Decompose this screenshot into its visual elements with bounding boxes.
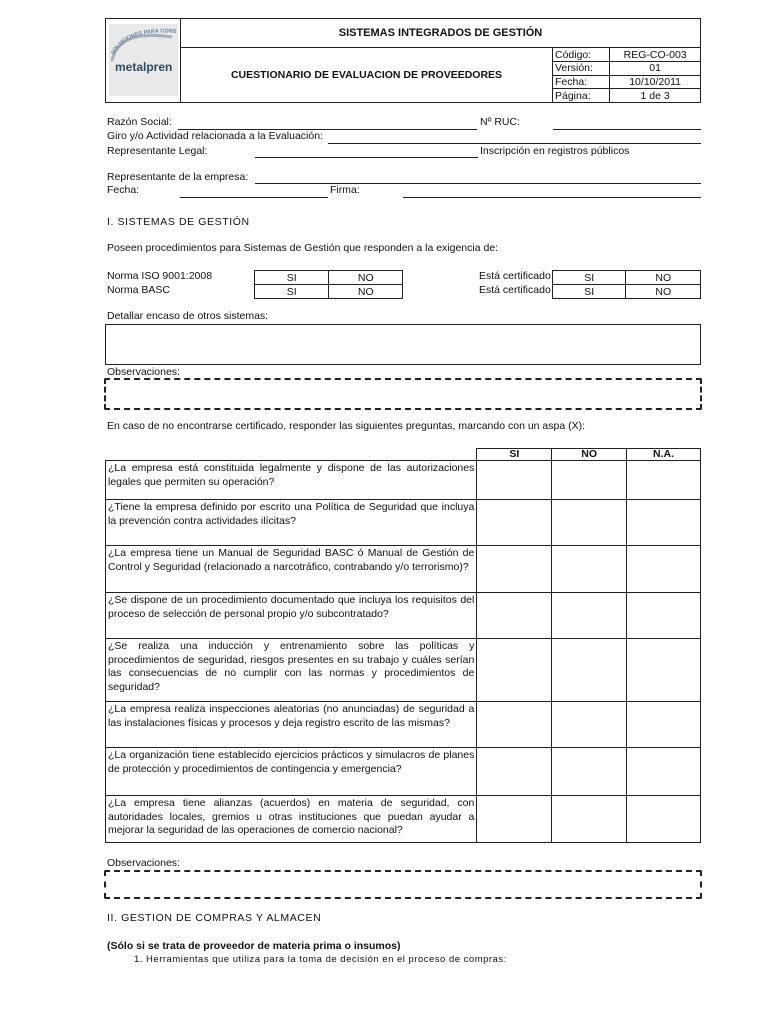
norm-iso-label: Norma ISO 9001:2008 — [107, 270, 213, 282]
meta-label: Fecha: — [553, 75, 610, 89]
certification-table — [552, 270, 701, 299]
observaciones-2-label: Observaciones: — [107, 857, 180, 869]
table-row — [106, 796, 701, 843]
other-systems-label: Detallar encaso de otros sistemas: — [107, 310, 269, 322]
column-header-no: NO — [552, 449, 627, 461]
answer-no-cell[interactable] — [552, 461, 627, 500]
question-text: ¿La empresa tiene alianzas (acuerdos) en materia de seguridad, con autoridades locales, gremios u otras instituciones que puedan ayudar a mejorar la seguridad de las operaciones de comercio nacional? — [106, 796, 477, 843]
answer-no-cell[interactable] — [552, 639, 627, 702]
basc-cert-no-cell[interactable]: NO — [626, 285, 701, 299]
meta-label: Página: — [555, 89, 591, 102]
iso-cert-si-cell[interactable]: SI — [553, 271, 626, 285]
other-systems-field[interactable] — [105, 324, 701, 365]
meta-label: Código: — [553, 48, 610, 62]
answer-si-cell[interactable] — [477, 639, 552, 702]
answer-na-cell[interactable] — [627, 702, 701, 748]
table-row — [106, 702, 701, 748]
answer-no-cell[interactable] — [552, 500, 627, 546]
table-row — [106, 500, 701, 546]
answer-no-cell[interactable] — [552, 796, 627, 843]
iso-cert-no-cell[interactable]: NO — [626, 271, 701, 285]
meta-value: 1 de 3 — [610, 89, 700, 103]
table-row — [106, 593, 701, 639]
answer-na-cell[interactable] — [627, 796, 701, 843]
answer-na-cell[interactable] — [627, 461, 701, 500]
document-header — [105, 18, 701, 103]
answer-na-cell[interactable] — [627, 546, 701, 593]
fecha-label: Fecha: — [107, 184, 140, 196]
question-text: ¿La organización tiene establecido ejercicios prácticos y simulacros de planes de protección y procedimientos de contingencia y emergencia? — [106, 748, 477, 796]
meta-value: REG-CO-003 — [610, 48, 700, 62]
meta-value: 10/10/2011 — [610, 75, 700, 89]
question-header-blank — [106, 449, 477, 461]
questionnaire-table — [105, 448, 701, 843]
razon-social-label: Razón Social: — [107, 116, 172, 128]
table-row — [106, 461, 701, 500]
basc-no-cell[interactable]: NO — [329, 285, 403, 299]
norm-basc-label: Norma BASC — [107, 284, 171, 296]
document-meta — [553, 48, 700, 102]
answer-si-cell[interactable] — [477, 702, 552, 748]
iso-cert-label: Está certificado — [479, 270, 551, 282]
section-2-note: (Sólo si se trata de proveedor de materia prima o insumos) — [107, 940, 401, 952]
representante-legal-label: Representante Legal: — [107, 145, 208, 157]
observaciones-2-field[interactable] — [104, 870, 702, 899]
section-2-title: II. GESTION DE COMPRAS Y ALMACEN — [107, 912, 322, 924]
answer-na-cell[interactable] — [627, 500, 701, 546]
answer-na-cell[interactable] — [627, 639, 701, 702]
basc-cert-si-cell[interactable]: SI — [553, 285, 626, 299]
system-title: SISTEMAS INTEGRADOS DE GESTIÓN — [181, 19, 700, 48]
column-header-si: SI — [477, 449, 552, 461]
question-text: ¿Se dispone de un procedimiento documentado que incluya los requisitos del proceso de selección de personal propio y/o subcontratado? — [106, 593, 477, 639]
instruction-text: En caso de no encontrarse certificado, responder las siguientes preguntas, marcando con un aspa (X): — [107, 420, 586, 432]
answer-si-cell[interactable] — [477, 461, 552, 500]
norm-compliance-table — [254, 270, 403, 299]
answer-no-cell[interactable] — [552, 546, 627, 593]
company-logo — [106, 19, 181, 102]
representante-legal-field[interactable] — [255, 157, 478, 158]
table-row — [106, 639, 701, 702]
giro-label: Giro y/o Actividad relacionada a la Evaluación: — [107, 130, 323, 142]
answer-si-cell[interactable] — [477, 500, 552, 546]
answer-no-cell[interactable] — [552, 748, 627, 796]
iso-si-cell[interactable]: SI — [255, 271, 329, 285]
representante-empresa-field[interactable] — [255, 183, 701, 184]
logo-wordmark: metalpren — [115, 60, 173, 74]
answer-na-cell[interactable] — [627, 748, 701, 796]
section-1-intro: Poseen procedimientos para Sistemas de Gestión que responden a la exigencia de: — [107, 242, 499, 254]
table-row — [106, 546, 701, 593]
firma-label: Firma: — [330, 184, 360, 196]
observaciones-field[interactable] — [104, 378, 702, 410]
iso-no-cell[interactable]: NO — [329, 271, 403, 285]
answer-no-cell[interactable] — [552, 593, 627, 639]
section-1-title: I. SISTEMAS DE GESTIÓN — [107, 216, 250, 228]
question-text: ¿Se realiza una inducción y entrenamiento sobre las políticas y procedimientos de seguridad, riesgos presentes en su trabajo y cuáles serían las consecuencias de no cumplir con las normas y procedimientos de seguridad? — [106, 639, 477, 702]
answer-si-cell[interactable] — [477, 748, 552, 796]
fecha-field[interactable] — [180, 197, 328, 198]
basc-cert-label: Está certificado — [479, 284, 551, 296]
representante-empresa-label: Representante de la empresa: — [107, 171, 249, 183]
question-text: ¿La empresa realiza inspecciones aleatorias (no anunciadas) de seguridad a las instalaciones físicas y procesos y deja registro escrito de las mismas? — [106, 702, 477, 748]
answer-no-cell[interactable] — [552, 702, 627, 748]
giro-field[interactable] — [328, 143, 701, 144]
firma-field[interactable] — [403, 197, 701, 198]
question-text: ¿Tiene la empresa definido por escrito una Política de Seguridad que incluya la prevención contra actividades ilícitas? — [106, 500, 477, 546]
question-text: ¿La empresa está constituida legalmente y dispone de las autorizaciones legales que permiten su operación? — [106, 461, 477, 500]
question-text: ¿La empresa tiene un Manual de Seguridad BASC ó Manual de Gestión de Control y Seguridad (relacionado a narcotráfico, contrabando y/o terrorismo)? — [106, 546, 477, 593]
logo-arc-text: SOLUCIONES PARA CONS — [110, 28, 177, 56]
meta-value: 01 — [610, 62, 700, 76]
column-header-na: N.A. — [627, 449, 701, 461]
answer-na-cell[interactable] — [627, 593, 701, 639]
table-row — [106, 748, 701, 796]
inscripcion-label: Inscripción en registros públicos — [480, 145, 630, 157]
answer-si-cell[interactable] — [477, 546, 552, 593]
meta-label: Versión: — [553, 62, 610, 76]
ruc-label: Nº RUC: — [480, 116, 521, 128]
basc-si-cell[interactable]: SI — [255, 285, 329, 299]
observaciones-label: Observaciones: — [107, 366, 180, 378]
answer-si-cell[interactable] — [477, 593, 552, 639]
ruc-field[interactable] — [553, 129, 701, 130]
answer-si-cell[interactable] — [477, 796, 552, 843]
section-2-item-1: 1. Herramientas que utiliza para la toma de decisión en el proceso de compras: — [134, 954, 507, 965]
form-title: CUESTIONARIO DE EVALUACION DE PROVEEDORES — [181, 48, 553, 102]
